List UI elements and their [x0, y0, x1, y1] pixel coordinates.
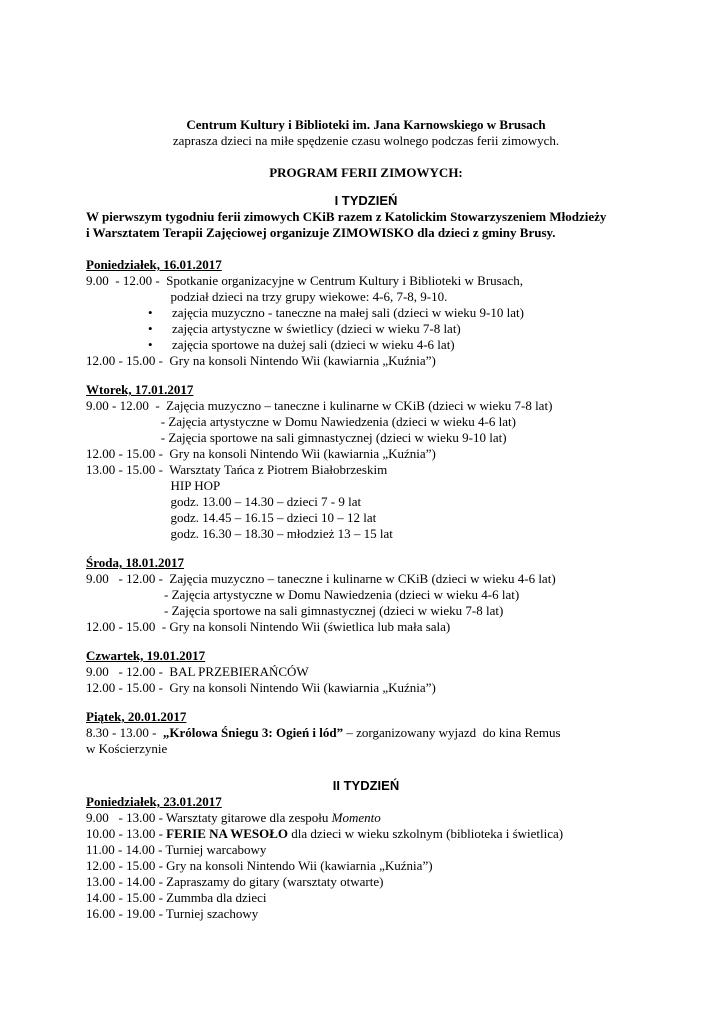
day-heading: Czwartek, 19.01.2017 [86, 648, 206, 663]
band-name: Momento [331, 810, 381, 825]
schedule-line [86, 826, 646, 842]
day-heading: Piątek, 20.01.2017 [86, 709, 187, 724]
day-heading: Środa, 18.01.2017 [86, 555, 184, 570]
schedule-line: 12.00 - 15.00 - Gry na konsoli Nintendo Wii (kawiarnia „Kuźnia”) [86, 858, 433, 873]
schedule-line: HIP HOP [86, 478, 221, 493]
schedule-line [86, 725, 646, 741]
time-range: 8.30 - 13.00 - [86, 725, 163, 740]
activity-text: dla dzieci w wieku szkolnym (biblioteka i świetlica) [288, 826, 564, 841]
schedule-line: 13.00 - 15.00 - Warsztaty Tańca z Piotrem Białobrzeskim [86, 462, 388, 477]
bullet-item: • zajęcia artystyczne w świetlicy (dzieci w wieku 7-8 lat) [86, 321, 646, 337]
day-block-monday-2 [86, 794, 646, 922]
schedule-line: godz. 14.45 – 16.15 – dzieci 10 – 12 lat [86, 510, 377, 525]
organizer-title: Centrum Kultury i Biblioteki im. Jana Karnowskiego w Brusach [186, 117, 546, 132]
schedule-line: - Zajęcia sportowe na sali gimnastycznej (dzieci w wieku 7-8 lat) [86, 603, 504, 618]
organizer-subtitle: zaprasza dzieci na miłe spędzenie czasu wolnego podczas ferii zimowych. [172, 133, 560, 148]
schedule-line: 12.00 - 15.00 - Gry na konsoli Nintendo Wii (kawiarnia „Kuźnia”) [86, 353, 436, 368]
schedule-line: 12.00 - 15.00 - Gry na konsoli Nintendo Wii (kawiarnia „Kuźnia”) [86, 680, 436, 695]
schedule-line: 12.00 - 15.00 - Gry na konsoli Nintendo Wii (kawiarnia „Kuźnia”) [86, 446, 436, 461]
activity-text: 9.00 - 13.00 - Warsztaty gitarowe dla zespołu [86, 810, 332, 825]
schedule-line: 11.00 - 14.00 - Turniej warcabowy [86, 842, 267, 857]
schedule-line: podział dzieci na trzy grupy wiekowe: 4-6, 7-8, 9-10. [86, 289, 448, 304]
week-1-intro-line-2: i Warsztatem Terapii Zajęciowej organizuje ZIMOWISKO dla dzieci z gminy Brusy. [86, 225, 556, 240]
week-1-intro-line-1: W pierwszym tygodniu ferii zimowych CKiB razem z Katolickim Stowarzyszeniem Młodzieży [86, 209, 607, 224]
program-heading: PROGRAM FERII ZIMOWYCH: [269, 165, 463, 180]
schedule-line: 9.00 - 12.00 - Zajęcia muzyczno – taneczne i kulinarne w CKiB (dzieci w wieku 4-6 lat) [86, 571, 556, 586]
time-range: 10.00 - 13.00 - [86, 826, 167, 841]
schedule-line: - Zajęcia artystyczne w Domu Nawiedzenia (dzieci w wieku 4-6 lat) [86, 414, 516, 429]
trip-description: – zorganizowany wyjazd do kina Remus [343, 725, 561, 740]
day-heading: Poniedziałek, 16.01.2017 [86, 257, 222, 272]
bullet-item: • zajęcia muzyczno - taneczne na małej sali (dzieci w wieku 9-10 lat) [86, 305, 646, 321]
schedule-line: - Zajęcia sportowe na sali gimnastycznej (dzieci w wieku 9-10 lat) [86, 430, 507, 445]
schedule-line: 9.00 - 12.00 - Zajęcia muzyczno – taneczne i kulinarne w CKiB (dzieci w wieku 7-8 lat) [86, 398, 553, 413]
week-2-heading: II TYDZIEŃ [332, 778, 400, 793]
day-block-thursday [86, 648, 646, 696]
week-1-heading: I TYDZIEŃ [334, 193, 398, 208]
schedule-line: 9.00 - 12.00 - BAL PRZEBIERAŃCÓW [86, 664, 309, 679]
schedule-line: w Kościerzynie [86, 741, 168, 756]
day-block-monday-1 [86, 257, 646, 369]
day-heading: Wtorek, 17.01.2017 [86, 382, 194, 397]
day-heading: Poniedziałek, 23.01.2017 [86, 794, 222, 809]
movie-title: „Królowa Śniegu 3: Ogień i lód” [162, 725, 344, 740]
bullet-item: • zajęcia sportowe na dużej sali (dzieci w wieku 4-6 lat) [86, 337, 646, 353]
schedule-line: 16.00 - 19.00 - Turniej szachowy [86, 906, 259, 921]
event-name: FERIE NA WESOŁO [166, 826, 289, 841]
schedule-line: 12.00 - 15.00 - Gry na konsoli Nintendo Wii (świetlica lub mała sala) [86, 619, 451, 634]
schedule-line [86, 810, 646, 826]
document-page [86, 117, 646, 922]
schedule-line: godz. 16.30 – 18.30 – młodzież 13 – 15 lat [86, 526, 393, 541]
schedule-line: godz. 13.00 – 14.30 – dzieci 7 - 9 lat [86, 494, 362, 509]
schedule-line: - Zajęcia artystyczne w Domu Nawiedzenia (dzieci w wieku 4-6 lat) [86, 587, 520, 602]
day-block-friday [86, 709, 646, 757]
schedule-line: 9.00 - 12.00 - Spotkanie organizacyjne w Centrum Kultury i Biblioteki w Brusach, [86, 273, 523, 288]
day-block-tuesday [86, 382, 646, 542]
day-block-wednesday [86, 555, 646, 635]
schedule-line: 13.00 - 14.00 - Zapraszamy do gitary (warsztaty otwarte) [86, 874, 384, 889]
schedule-line: 14.00 - 15.00 - Zummba dla dzieci [86, 890, 267, 905]
